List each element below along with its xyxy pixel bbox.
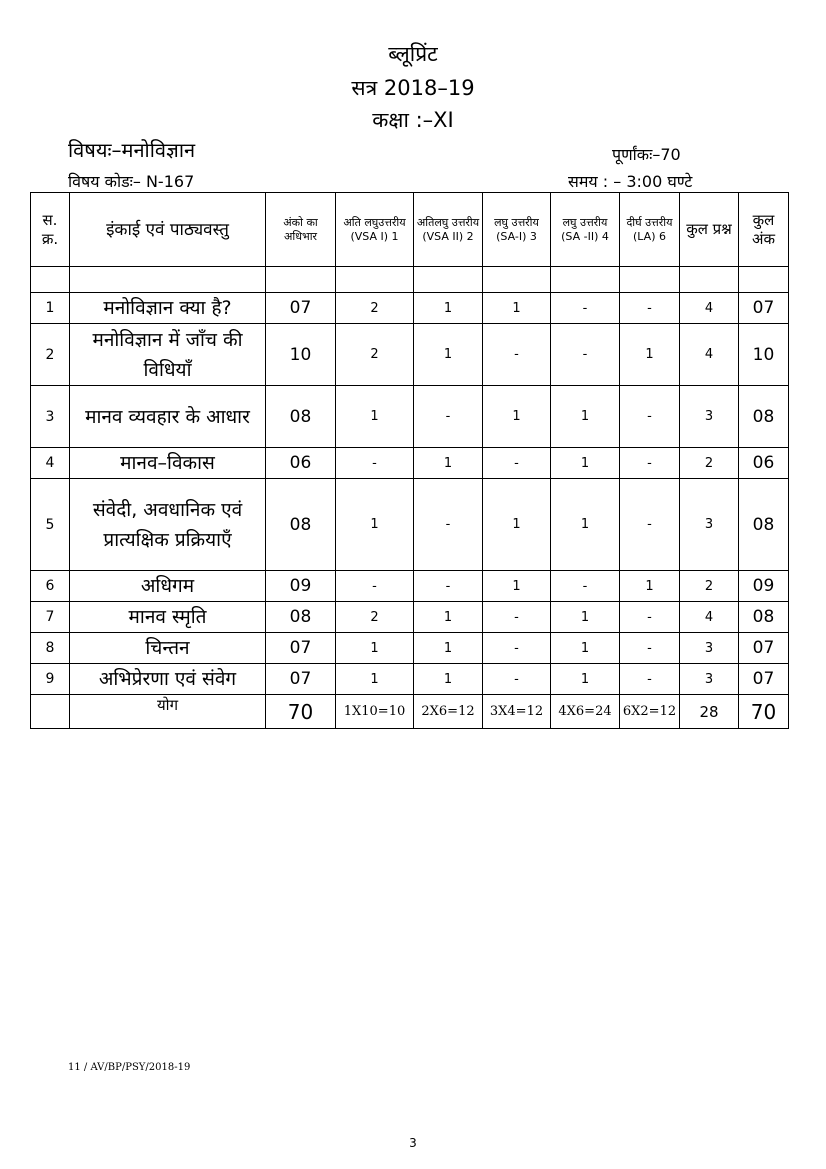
table-row [31, 324, 789, 386]
row-total-marks: 07 [739, 293, 789, 324]
row-total-questions: 3 [680, 664, 739, 695]
row-weight: 07 [266, 664, 336, 695]
row-sa1: 1 [483, 386, 551, 448]
row-unit: अधिगम [70, 571, 266, 602]
row-la: - [620, 602, 680, 633]
total-vsa1: 1X10=10 [336, 695, 414, 729]
header-sa2: लघु उत्तरीय (SA -II) 4 [551, 193, 620, 267]
row-sn: 8 [31, 633, 70, 664]
row-sn: 4 [31, 448, 70, 479]
row-la: - [620, 479, 680, 571]
row-sa2: - [551, 571, 620, 602]
row-vsa1: 1 [336, 633, 414, 664]
row-la: - [620, 448, 680, 479]
row-unit: चिन्तन [70, 633, 266, 664]
total-weight: 70 [266, 695, 336, 729]
row-sa2: - [551, 293, 620, 324]
page-number: 3 [409, 1136, 417, 1150]
header-total-marks: कुल अंक [739, 193, 789, 267]
row-weight: 06 [266, 448, 336, 479]
row-unit: मानव–विकास [70, 448, 266, 479]
row-weight: 10 [266, 324, 336, 386]
row-unit: संवेदी, अवधानिक एवं प्रात्यक्षिक प्रक्रियाएँ [70, 479, 266, 571]
row-weight: 09 [266, 571, 336, 602]
row-la: 1 [620, 571, 680, 602]
row-weight: 07 [266, 293, 336, 324]
row-vsa1: 2 [336, 293, 414, 324]
row-vsa1: 1 [336, 479, 414, 571]
doc-title: ब्लूप्रिंट [388, 42, 438, 66]
row-sa2: 1 [551, 633, 620, 664]
row-sa2: 1 [551, 386, 620, 448]
row-sn: 7 [31, 602, 70, 633]
row-la: - [620, 386, 680, 448]
row-sa1: - [483, 633, 551, 664]
row-total-marks: 10 [739, 324, 789, 386]
row-unit: मानव व्यवहार के आधार [70, 386, 266, 448]
header-vsa2: अतिलघु उत्तरीय (VSA II) 2 [414, 193, 483, 267]
row-weight: 08 [266, 479, 336, 571]
header-vsa1: अति लघुउत्तरीय (VSA I) 1 [336, 193, 414, 267]
row-total-questions: 4 [680, 293, 739, 324]
row-vsa1: 1 [336, 664, 414, 695]
row-sa2: 1 [551, 664, 620, 695]
table-row [31, 602, 789, 633]
total-questions: 28 [680, 695, 739, 729]
row-total-marks: 06 [739, 448, 789, 479]
row-sa1: - [483, 448, 551, 479]
row-vsa2: 1 [414, 664, 483, 695]
row-total-questions: 4 [680, 602, 739, 633]
header-sa1: लघु उत्तरीय (SA-I) 3 [483, 193, 551, 267]
footer-code: 11 / AV/BP/PSY/2018-19 [68, 1062, 191, 1073]
row-sa1: 1 [483, 479, 551, 571]
row-total-marks: 09 [739, 571, 789, 602]
class: कक्षा :–XI [372, 108, 454, 132]
row-total-questions: 3 [680, 386, 739, 448]
subject: विषयः–मनोविज्ञान [68, 138, 196, 162]
table-row [31, 479, 789, 571]
total-vsa2: 2X6=12 [414, 695, 483, 729]
row-vsa2: 1 [414, 602, 483, 633]
total-marks: 70 [739, 695, 789, 729]
row-vsa2: - [414, 571, 483, 602]
header-unit: इंकाई एवं पाठ्यवस्तु [70, 193, 266, 267]
row-sa2: 1 [551, 602, 620, 633]
row-unit: मनोविज्ञान में जाँच की विधियाँ [70, 324, 266, 386]
row-unit: अभिप्रेरणा एवं संवेग [70, 664, 266, 695]
row-la: - [620, 633, 680, 664]
blueprint-table [30, 192, 789, 729]
session: सत्र 2018–19 [351, 76, 475, 100]
row-sa1: - [483, 664, 551, 695]
row-sn: 9 [31, 664, 70, 695]
subject-code: विषय कोडः– N-167 [68, 172, 195, 191]
row-total-questions: 2 [680, 448, 739, 479]
row-total-questions: 3 [680, 633, 739, 664]
table-row [31, 293, 789, 324]
row-total-marks: 08 [739, 602, 789, 633]
table-row [31, 448, 789, 479]
header-weight: अंको का अधिभार [266, 193, 336, 267]
row-weight: 08 [266, 386, 336, 448]
row-la: 1 [620, 324, 680, 386]
row-total-questions: 3 [680, 479, 739, 571]
total-row [31, 695, 789, 729]
row-total-marks: 07 [739, 633, 789, 664]
total-sa2: 4X6=24 [551, 695, 620, 729]
row-sn: 2 [31, 324, 70, 386]
row-total-questions: 2 [680, 571, 739, 602]
row-sn: 5 [31, 479, 70, 571]
total-la: 6X2=12 [620, 695, 680, 729]
row-vsa1: - [336, 448, 414, 479]
row-sa1: 1 [483, 571, 551, 602]
row-weight: 08 [266, 602, 336, 633]
row-total-questions: 4 [680, 324, 739, 386]
row-unit: मनोविज्ञान क्या है? [70, 293, 266, 324]
row-sa2: - [551, 324, 620, 386]
row-total-marks: 08 [739, 479, 789, 571]
table-row [31, 386, 789, 448]
row-vsa1: - [336, 571, 414, 602]
table-row [31, 571, 789, 602]
header-sn: स. क्र. [31, 193, 70, 267]
row-la: - [620, 293, 680, 324]
row-sa1: - [483, 602, 551, 633]
row-sa2: 1 [551, 448, 620, 479]
full-marks: पूर्णांकः–70 [612, 145, 681, 164]
row-sa2: 1 [551, 479, 620, 571]
table-row [31, 633, 789, 664]
total-label: योग [70, 695, 266, 729]
table-row [31, 664, 789, 695]
total-sa1: 3X4=12 [483, 695, 551, 729]
row-vsa1: 1 [336, 386, 414, 448]
row-total-marks: 07 [739, 664, 789, 695]
row-sa1: 1 [483, 293, 551, 324]
row-sn: 6 [31, 571, 70, 602]
blank-row [31, 267, 789, 293]
row-vsa2: - [414, 386, 483, 448]
row-la: - [620, 664, 680, 695]
header-total-questions: कुल प्रश्न [680, 193, 739, 267]
row-vsa2: 1 [414, 448, 483, 479]
row-sn: 1 [31, 293, 70, 324]
row-total-marks: 08 [739, 386, 789, 448]
row-vsa1: 2 [336, 602, 414, 633]
row-unit: मानव स्मृति [70, 602, 266, 633]
row-vsa2: 1 [414, 633, 483, 664]
row-vsa2: 1 [414, 293, 483, 324]
row-vsa2: 1 [414, 324, 483, 386]
header-la: दीर्घ उत्तरीय (LA) 6 [620, 193, 680, 267]
row-vsa1: 2 [336, 324, 414, 386]
row-weight: 07 [266, 633, 336, 664]
exam-time: समय : – 3:00 घण्टे [568, 172, 693, 191]
row-sn: 3 [31, 386, 70, 448]
row-sa1: - [483, 324, 551, 386]
row-vsa2: - [414, 479, 483, 571]
